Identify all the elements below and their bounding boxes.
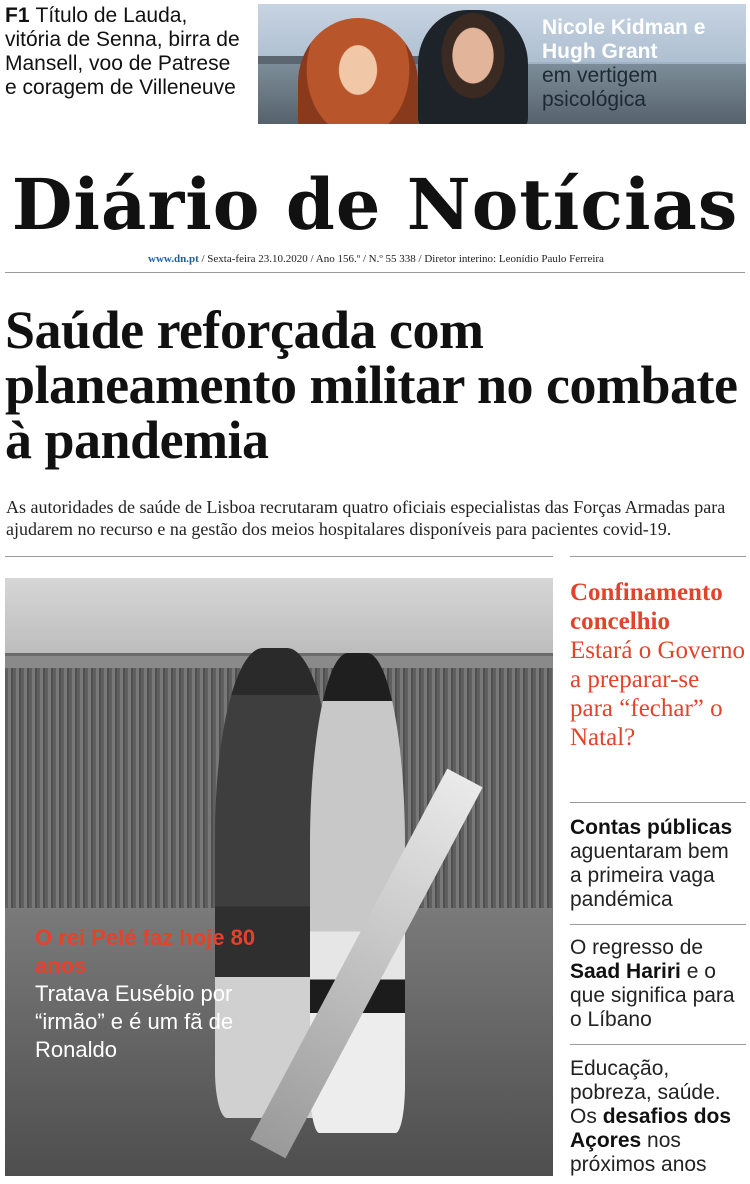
dateline xyxy=(148,253,604,265)
website-link[interactable]: www.dn.pt xyxy=(148,253,199,265)
side-story-acores[interactable] xyxy=(570,1057,746,1177)
photo-sky xyxy=(5,578,553,653)
photo-kicker: O rei Pelé faz hoje 80 anos xyxy=(35,925,256,978)
side-hariri-pre: O regresso de xyxy=(570,936,704,959)
dateline-info: / Sexta-feira 23.10.2020 / Ano 156.º / N.º 55 338 / Diretor interino: Leonídio Paulo Ferreira xyxy=(201,253,604,265)
side-acores-post: nos próximos anos xyxy=(570,1129,707,1176)
side-story-hariri[interactable] xyxy=(570,936,746,1032)
side-story-confinamento[interactable] xyxy=(570,578,746,752)
side-divider-top xyxy=(570,556,746,557)
side-divider-3 xyxy=(570,1044,746,1045)
teaser-f1[interactable] xyxy=(5,4,245,100)
photo-caption xyxy=(35,924,275,1064)
side-divider-1 xyxy=(570,802,746,803)
side-acores-pre: Educação, pobreza, saúde. Os xyxy=(570,1057,721,1128)
masthead-logo: Diário de Notícias xyxy=(11,163,739,246)
photo-caption-text: Tratava Eusébio por “irmão” e é um fã de Ronaldo xyxy=(35,981,234,1062)
teaser-photo-man xyxy=(418,10,528,124)
side-contas-text: aguentaram bem a primeira vaga pandémica xyxy=(570,840,729,911)
teaser-photo-caption xyxy=(542,16,742,112)
teaser-kidman-grant[interactable] xyxy=(258,4,746,124)
main-standfirst: As autoridades de saúde de Lisboa recrutaram quatro oficiais especialistas das Forças Armadas para ajudarem no recurso e na gestão dos meios hospitalares disponíveis para pacientes covid-19. xyxy=(6,497,726,539)
main-headline[interactable]: Saúde reforçada com planeamento militar no combate à pandemia xyxy=(5,300,738,470)
teaser-photo-text: em vertigem psicológica xyxy=(542,64,658,111)
side-story-contas[interactable] xyxy=(570,816,746,912)
teaser-f1-text: Título de Lauda, vitória de Senna, birra de Mansell, voo de Patrese e coragem de Villeneuve xyxy=(5,4,240,99)
side-hariri-bold: Saad Hariri xyxy=(570,960,681,983)
teaser-photo-title: Nicole Kidman e Hugh Grant xyxy=(542,16,706,63)
teaser-f1-tag: F1 xyxy=(5,4,30,27)
side-confinamento-text: Estará o Governo a preparar-se para “fechar” o Natal? xyxy=(570,637,745,751)
side-divider-2 xyxy=(570,924,746,925)
side-contas-bold: Contas públicas xyxy=(570,816,733,839)
pele-eusebio-photo[interactable] xyxy=(5,578,553,1176)
main-divider xyxy=(5,556,553,557)
side-acores-bold: desafios dos Açores xyxy=(570,1105,732,1152)
side-hariri-post: e o que significa para o Líbano xyxy=(570,960,735,1031)
side-confinamento-title: Confinamento concelhio xyxy=(570,579,723,635)
masthead-divider xyxy=(5,272,745,273)
